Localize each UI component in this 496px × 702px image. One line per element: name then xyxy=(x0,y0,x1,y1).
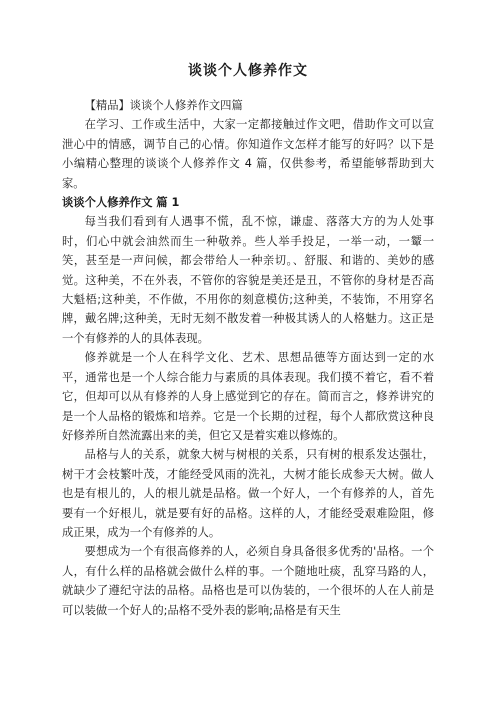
intro-line: 【精品】谈谈个人修养作文四篇 xyxy=(84,99,243,112)
body-paragraph-1: 每当我们看到有人遇事不慌，乱不惊，谦虚、落落大方的为人处事时，们心中就会油然而生一种敬养。些人举手投足，一举一动，一颦一笑，甚至是一声问候，都会带给人一种亲切。、舒服、和谐的、美妙的感觉。这种美，不在外表，不管你的容貌是美还是丑，不管你的身材是否高大魁梧;这种美，不作做，不用你的刻意模仿;这种美，不装饰，不用穿名牌，戴名牌;这种美，无时无刻不散发着一种极其诱人的人格魅力。这正是一个有修养的人的具体表现。 xyxy=(62,215,434,345)
document-title: 谈谈个人修养作文 xyxy=(188,63,308,79)
body-paragraph-2: 修养就是一个人在科学文化、艺术、思想品德等方面达到一定的水平，通常也是一个人综合能力与素质的具体表现。我们摸不着它，看不着它，但却可以从有修养的人身上感觉到它的存在。简而言之，修养讲究的是一个人品格的锻炼和培养。它是一个长期的过程，每个人都欣赏这种良好修养所自然流露出来的美，但它又是着实难以修炼的。 xyxy=(62,351,434,442)
document-body xyxy=(62,96,434,620)
body-paragraph-4: 要想成为一个有很高修养的人，必须自身具备很多优秀的'品格。一个人，有什么样的品格就会做什么样的事。一个随地吐痰，乱穿马路的人，就缺少了遵纪守法的品格。品格也是可以伪装的，一个很坏的人在人前是可以装做一个好人的;品格不受外表的影响;品格是有天生 xyxy=(62,545,434,617)
lead-paragraph: 在学习、工作或生活中，大家一定都接触过作文吧，借助作文可以宣泄心中的情感，调节自己的心情。你知道作文怎样才能写的好吗？以下是小编精心整理的谈谈个人修养作文 4 篇，仅供参考，希望能够帮助到大家。 xyxy=(62,118,434,190)
body-paragraph-3: 品格与人的关系，就象大树与树根的关系，只有树的根系发达强壮，树干才会枝繁叶茂，才能经受风雨的洗礼，大树才能长成参天大树。做人也是有根儿的，人的根儿就是品格。做一个好人，一个有修养的人，首先要有一个好根儿，就是要有好的品格。这样的人，才能经受艰难险阻，修成正果，成为一个有修养的人。 xyxy=(62,448,434,539)
section-heading: 谈谈个人修养作文 篇 1 xyxy=(62,196,180,210)
